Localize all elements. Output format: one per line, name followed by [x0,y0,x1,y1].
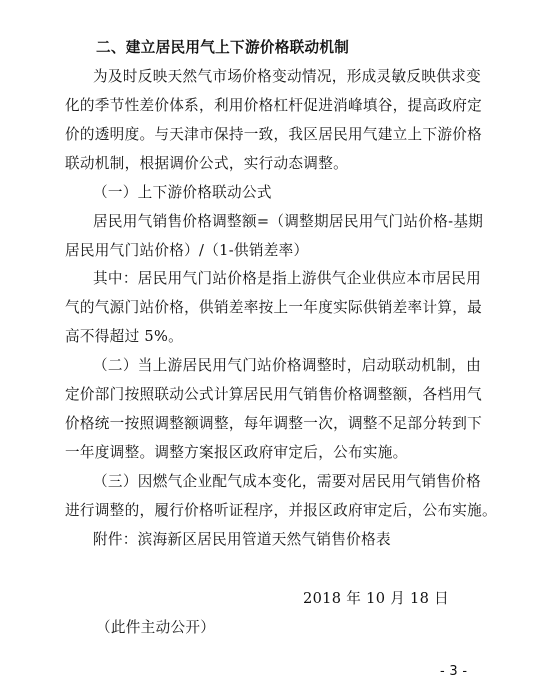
para2-line-3: 高不得超过 5%。 [65,328,184,345]
para2-line-2: 气的气源门站价格，供销差率按上一年度实际供销差率计算，最 [65,299,483,316]
para1-line-3: 价的透明度。与天津市保持一致，我区居民用气建立上下游价格 [65,126,483,143]
para2-line-1: 其中：居民用气门站价格是指上游供气企业供应本市居民用 [93,270,481,287]
issue-date: 2018 年 10 月 18 日 [303,590,450,607]
para3-line-1: （二）当上游居民用气门站价格调整时，启动联动机制，由 [93,357,481,374]
section-heading: 二、建立居民用气上下游价格联动机制 [96,39,350,56]
para1-line-4: 联动机制，根据调价公式，实行动态调整。 [65,155,348,172]
page-number: - 3 - [440,664,468,679]
subsection-heading-1: （一）上下游价格联动公式 [93,184,272,201]
formula-line-2: 居民用气门站价格）/（1-供销差率） [65,242,309,259]
para3-line-4: 一年度调整。调整方案报区政府审定后，公布实施。 [65,444,408,461]
formula-line-1: 居民用气销售价格调整额=（调整期居民用气门站价格-基期 [93,213,484,230]
para4-line-1: （三）因燃气企业配气成本变化，需要对居民用气销售价格 [93,473,481,490]
para3-line-2: 定价部门按照联动公式计算居民用气销售价格调整额，各档用气 [65,386,483,403]
para4-line-2: 进行调整的，履行价格听证程序，并报区政府审定后，公布实施。 [65,502,497,519]
para1-line-1: 为及时反映天然气市场价格变动情况，形成灵敏反映供求变 [93,68,481,85]
para3-line-3: 价格统一按照调整额调整，每年调整一次，调整不足部分转到下 [65,415,483,432]
attachment-note: 附件：滨海新区居民用管道天然气销售价格表 [93,531,391,548]
disclosure-note: （此件主动公开） [96,619,216,636]
para1-line-2: 化的季节性差价体系，利用价格杠杆促进消峰填谷，提高政府定 [65,97,483,114]
